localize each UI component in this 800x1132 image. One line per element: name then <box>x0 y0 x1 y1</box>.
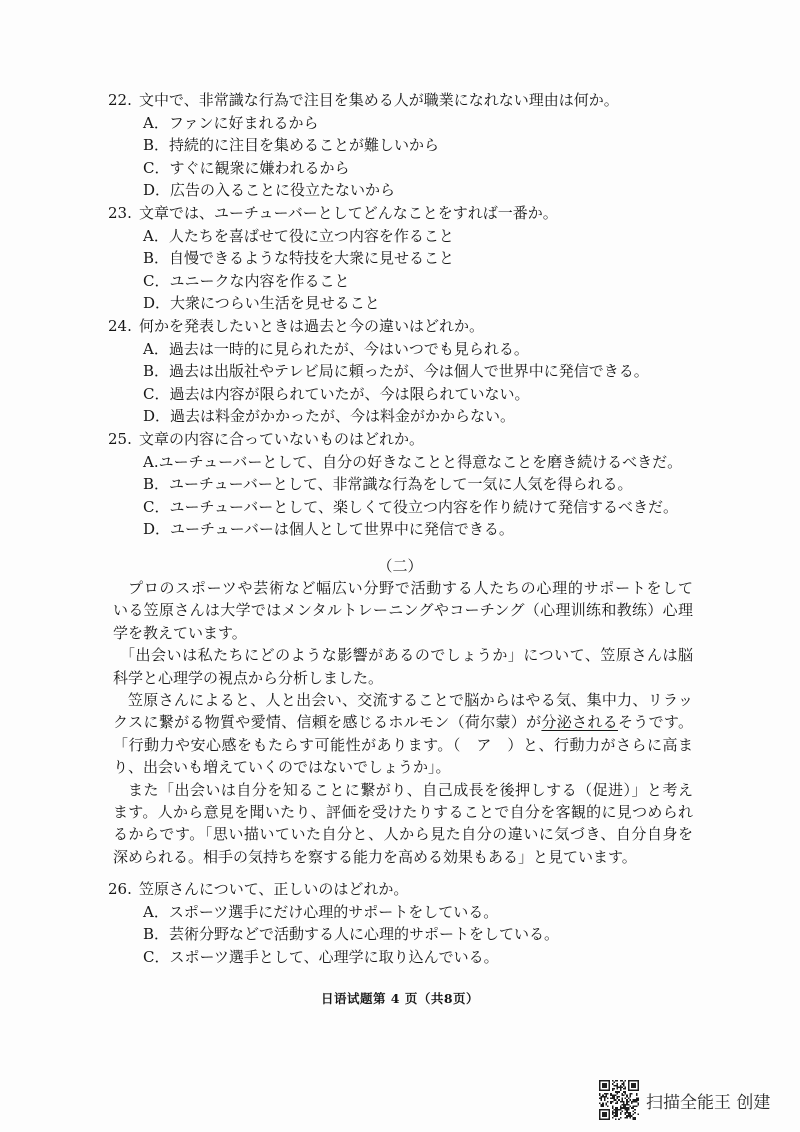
passage-text: クスに繋がる物質や愛情、信頼を感じるホルモン（荷尔蒙）が <box>113 713 542 732</box>
passage-line: 笠原さんによると、人と出会い、交流することで脳からはやる気、集中力、リラッ <box>128 690 693 709</box>
option-c: C．ユニークな内容を作ること <box>143 271 350 290</box>
question-24 <box>108 315 708 428</box>
question-22 <box>108 89 708 202</box>
option-c: C．ユーチューバーとして、楽しくて役立つ内容を作り続けて発信するべきだ。 <box>143 497 678 516</box>
passage-line: 科学と心理学の視点から分析しました。 <box>113 668 384 687</box>
option-d: D．過去は料金がかかったが、今は料金がかからない。 <box>143 407 516 426</box>
option-d: D．ユーチューバーは個人として世界中に発信できる。 <box>143 520 514 539</box>
question-text: 文章の内容に合っていないものはどれか。 <box>139 429 425 448</box>
question-stem-line <box>108 89 708 112</box>
question-number: 22. <box>108 91 132 109</box>
option-a: A．人たちを喜ばせて役に立つ内容を作ること <box>143 226 454 245</box>
option-b: B．持続的に注目を集めることが難しいから <box>143 136 440 155</box>
section-title: （二） <box>377 557 423 575</box>
question-number: 25. <box>108 429 132 448</box>
passage-line: ます。人から意見を聞いたり、評価を受けたりすることで自分を客観的に見つめられ <box>113 802 693 821</box>
underlined-term: 分泌される <box>541 713 618 732</box>
question-stem-line <box>108 878 708 901</box>
question-23 <box>108 202 708 315</box>
question-text: 文章では、ユーチューバーとしてどんなことをすれば一番か。 <box>139 203 558 222</box>
option-a: A．スポーツ選手にだけ心理的サポートをしている。 <box>143 902 499 921</box>
scanner-watermark <box>599 1080 770 1120</box>
question-number: 23. <box>108 203 132 222</box>
passage-line: 深められる。相手の気持ちを察する能力を高める効果もある」と見ています。 <box>113 847 637 866</box>
option-c: C．スポーツ選手として、心理学に取り込んでいる。 <box>143 947 499 966</box>
option-b: B．過去は出版社やテレビ局に頼ったが、今は個人で世界中に発信できる。 <box>143 362 649 381</box>
question-stem-line <box>108 315 708 338</box>
passage-line: また「出会いは自分を知ることに繋がり、自己成長を後押しする（促进）」と考え <box>128 780 693 799</box>
question-list-part1 <box>108 89 708 541</box>
question-text: 笠原さんについて、正しいのはどれか。 <box>139 880 409 898</box>
option-c: C．過去は内容が限られていたが、今は限られていない。 <box>143 384 530 403</box>
page-footer: 日语试题第 4 页（共8页） <box>320 991 480 1006</box>
passage-line: り、出会いも増えていくのではないでしょうか」。 <box>113 758 451 777</box>
question-number: 26. <box>108 880 132 898</box>
question-stem-line <box>108 202 708 225</box>
question-stem-line <box>108 428 708 451</box>
option-b: B．ユーチューバーとして、非常識な行為をして一気に人気を得られる。 <box>143 475 633 494</box>
option-c: C．すぐに観衆に嫌われるから <box>143 158 350 177</box>
question-text: 何かを発表したいときは過去と今の違いはどれか。 <box>139 316 485 335</box>
option-d: D．広告の入ることに役立たないから <box>143 181 396 200</box>
passage-line: いる笠原さんは大学ではメンタルトレーニングやコーチング（心理训练和教练）心理 <box>113 601 693 620</box>
option-a: A．ファンに好まれるから <box>143 113 319 132</box>
passage-line: 学を教えています。 <box>113 623 247 642</box>
option-d: D．大衆につらい生活を見せること <box>143 294 380 313</box>
question-26 <box>108 878 708 968</box>
option-b: B．芸術分野などで活動する人に心理的サポートをしている。 <box>143 925 560 944</box>
passage-line: るからです。「思い描いていた自分と、人から見た自分の違いに気づき、自分自身を <box>113 825 693 844</box>
option-a: A.ユーチューバーとして、自分の好きなことと得意なことを磨き続けるべきだ。 <box>143 452 683 471</box>
question-25 <box>108 428 708 541</box>
passage-line: 「行動力や安心感をもたらす可能性があります。（ ア ）と、行動力がさらに高ま <box>113 735 693 754</box>
question-list-part2 <box>108 878 708 968</box>
watermark-text: 扫描全能王 创建 <box>646 1092 771 1113</box>
passage-text: そうです。 <box>617 713 693 732</box>
passage-line: 「出会いは私たちにどのような影響があるのでしょうか」について、笠原さんは脳 <box>120 646 693 665</box>
option-a: A．過去は一時的に見られたが、今はいつでも見られる。 <box>143 339 529 358</box>
passage-line: プロのスポーツや芸術など幅広い分野で活動する人たちの心理的サポートをして <box>128 579 693 597</box>
passage-line <box>113 711 693 733</box>
option-b: B．自慢できるような特技を大衆に見せること <box>143 249 455 268</box>
question-text: 文中で、非常識な行為で注目を集める人が職業になれない理由は何か。 <box>139 91 619 109</box>
question-number: 24. <box>108 316 132 335</box>
reading-passage <box>113 577 693 868</box>
qr-code-icon <box>599 1080 639 1120</box>
